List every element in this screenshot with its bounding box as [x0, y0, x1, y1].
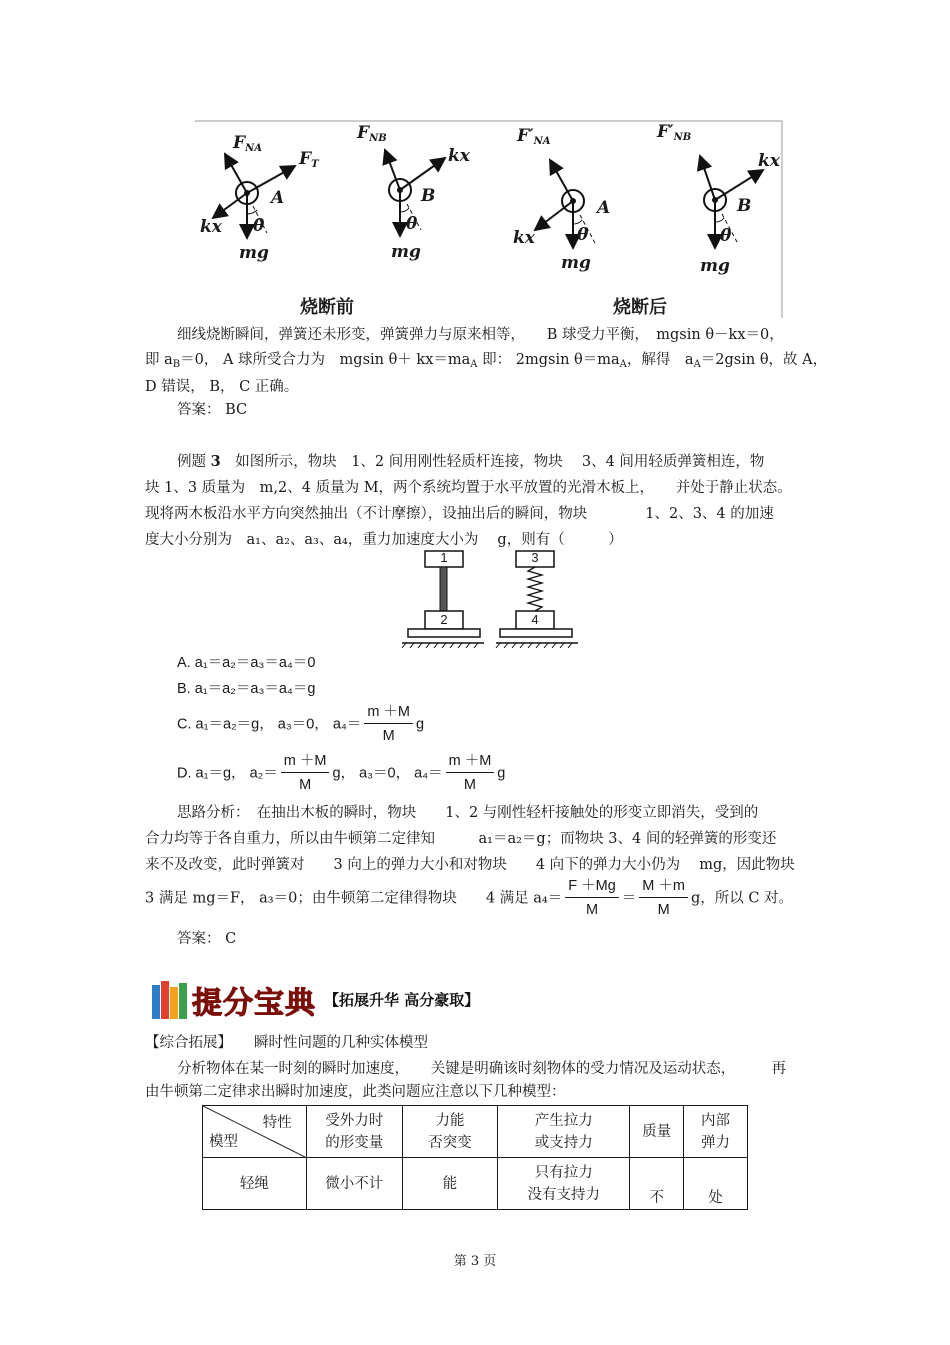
- label-fna: $F_{NA}$: [233, 133, 262, 154]
- analysis-line3: 来不及改变，此时弹簧对 3 向上的弹力大小和对物块 4 向下的弹力大小仍为 mg，因此物块: [145, 857, 795, 873]
- caption-after: 烧断后: [613, 297, 667, 318]
- label-theta-2: θ: [406, 214, 418, 234]
- label-ft: $F_T$: [299, 149, 319, 170]
- option-b: B. a₁＝a₂＝a₃＝a₄＝g: [177, 681, 316, 697]
- label-b-2: B: [737, 196, 752, 216]
- para1-line3: D 错误， B， C 正确。: [145, 379, 299, 395]
- label-mg-1: mg: [239, 243, 269, 263]
- answer-1: 答案： BC: [177, 402, 248, 418]
- row1-deformation: 微小不计: [306, 1158, 402, 1210]
- label-fnb: $F_{NB}$: [357, 123, 387, 144]
- extension-line2: 由牛顿第二定律求出瞬时加速度，此类问题应注意以下几种模型：: [145, 1084, 566, 1100]
- header-force-change: 力能 否突变: [402, 1106, 498, 1158]
- label-a-1: A: [271, 188, 285, 208]
- para1-line2: 即 $a_B=0$， A 球所受合力为 mgsin $\theta+ kx=ma_A$ 即： 2mgsin $\theta=ma_A$，解得 $a_A=2gsin$ θ，故 A，: [145, 352, 828, 370]
- row1-force-change: 能: [402, 1158, 498, 1210]
- label-theta-3: θ: [577, 225, 589, 245]
- corner-top: 特性: [262, 1115, 292, 1131]
- books-icon: [150, 979, 190, 1021]
- label-theta-1: θ: [253, 216, 265, 236]
- block-1-label: 1: [440, 550, 448, 565]
- block-2-label: 2: [440, 612, 448, 627]
- label-mg-3: mg: [561, 253, 591, 273]
- corner-bottom: 模型: [209, 1134, 238, 1150]
- instantaneous-models-table: [202, 1105, 748, 1210]
- label-mg-2: mg: [391, 242, 421, 262]
- example3-line3: 现将两木板沿水平方向突然抽出（不计摩擦），设抽出后的瞬间，物块 1、2、3、4 的加速: [145, 506, 774, 522]
- header-internal-elastic: 内部 弹力: [684, 1106, 748, 1158]
- extension-heading: 【综合拓展】 瞬时性问题的几种实体模型: [145, 1035, 428, 1051]
- table-header-row: [203, 1106, 748, 1158]
- row1-mass: 不: [630, 1158, 684, 1210]
- page-number: 第 3 页: [453, 1254, 497, 1269]
- label-kx-1: kx: [200, 217, 222, 237]
- example3-line4: 度大小分别为 a₁、a₂、a₃、a₄，重力加速度大小为 g，则有（ ）: [145, 532, 623, 548]
- label-b-1: B: [421, 186, 436, 206]
- example3-line1: 例题 3 如图所示，物块 1、2 间用刚性轻质杆连接，物块 3、4 间用轻质弹簧相连，物: [177, 453, 765, 470]
- option-c: C. a₁＝a₂＝g， a₃＝0， a₄＝ $\frac{m +M}{M}$ g: [177, 704, 425, 744]
- block-3-label: 3: [531, 550, 539, 565]
- row1-internal-elastic: 处: [684, 1158, 748, 1210]
- label-fna-prime: $F'_{NA}$: [517, 126, 551, 147]
- analysis-line2: 合力均等于各自重力，所以由牛顿第二定律知 a₁＝a₂＝g；而物块 3、4 间的轻弹簧的形变还: [145, 831, 777, 847]
- label-kx-3: kx: [513, 228, 535, 248]
- analysis-line4: 3 满足 mg＝F， a₃＝0；由牛顿第二定律得物块 4 满足 a₄＝ $\frac{F +Mg}{M}$ ＝ $\frac{M +m}{M}$ g，所以 C 对。: [145, 878, 794, 918]
- caption-before: 烧断前: [300, 297, 354, 318]
- answer-2: 答案： C: [177, 931, 237, 947]
- force-diagram-labels: [195, 118, 785, 323]
- header-pull-support: 产生拉力 或支持力: [498, 1106, 630, 1158]
- option-a: A. a₁＝a₂＝a₃＝a₄＝0: [177, 655, 316, 671]
- extension-line1: 分析物体在某一时刻的瞬时加速度， 关键是明确该时刻物体的受力情况及运动状态， 再: [177, 1061, 786, 1077]
- label-fnb-prime: $F'_{NB}$: [657, 122, 692, 143]
- header-mass: 质量: [630, 1106, 684, 1158]
- banner-title: 提分宝典: [192, 986, 316, 1021]
- table-corner-cell: [203, 1106, 307, 1158]
- analysis-line1: 思路分析： 在抽出木板的瞬时，物块 1、2 与刚性轻杆接触处的形变立即消失，受到的: [177, 805, 759, 821]
- row1-model: 轻绳: [203, 1158, 307, 1210]
- label-kx-2: kx: [448, 146, 470, 166]
- label-kx-4: kx: [758, 151, 780, 171]
- block-4-label: 4: [531, 612, 539, 627]
- header-deformation: 受外力时 的形变量: [306, 1106, 402, 1158]
- tifen-baodian-banner: [150, 975, 490, 1023]
- table-row: [203, 1158, 748, 1210]
- label-theta-4: θ: [720, 226, 732, 246]
- banner-tag: 【拓展升华 高分豪取】: [324, 991, 480, 1009]
- label-mg-4: mg: [700, 256, 730, 276]
- row1-pull-support: 只有拉力 没有支持力: [498, 1158, 630, 1210]
- para1-line1: 细线烧断瞬间，弹簧还未形变，弹簧弹力与原来相等， B 球受力平衡， mgsin θ－kx＝0，: [177, 327, 784, 343]
- label-a-2: A: [597, 198, 611, 218]
- option-d: D. a₁＝g， a₂＝ $\frac{m +M}{M}$ g， a₃＝0， a₄＝ $\frac{m +M}{M}$ g: [177, 753, 506, 793]
- example3-line2: 块 1、3 质量为 m,2、4 质量为 M，两个系统均置于水平放置的光滑木板上， 并处于静止状态。: [145, 480, 792, 496]
